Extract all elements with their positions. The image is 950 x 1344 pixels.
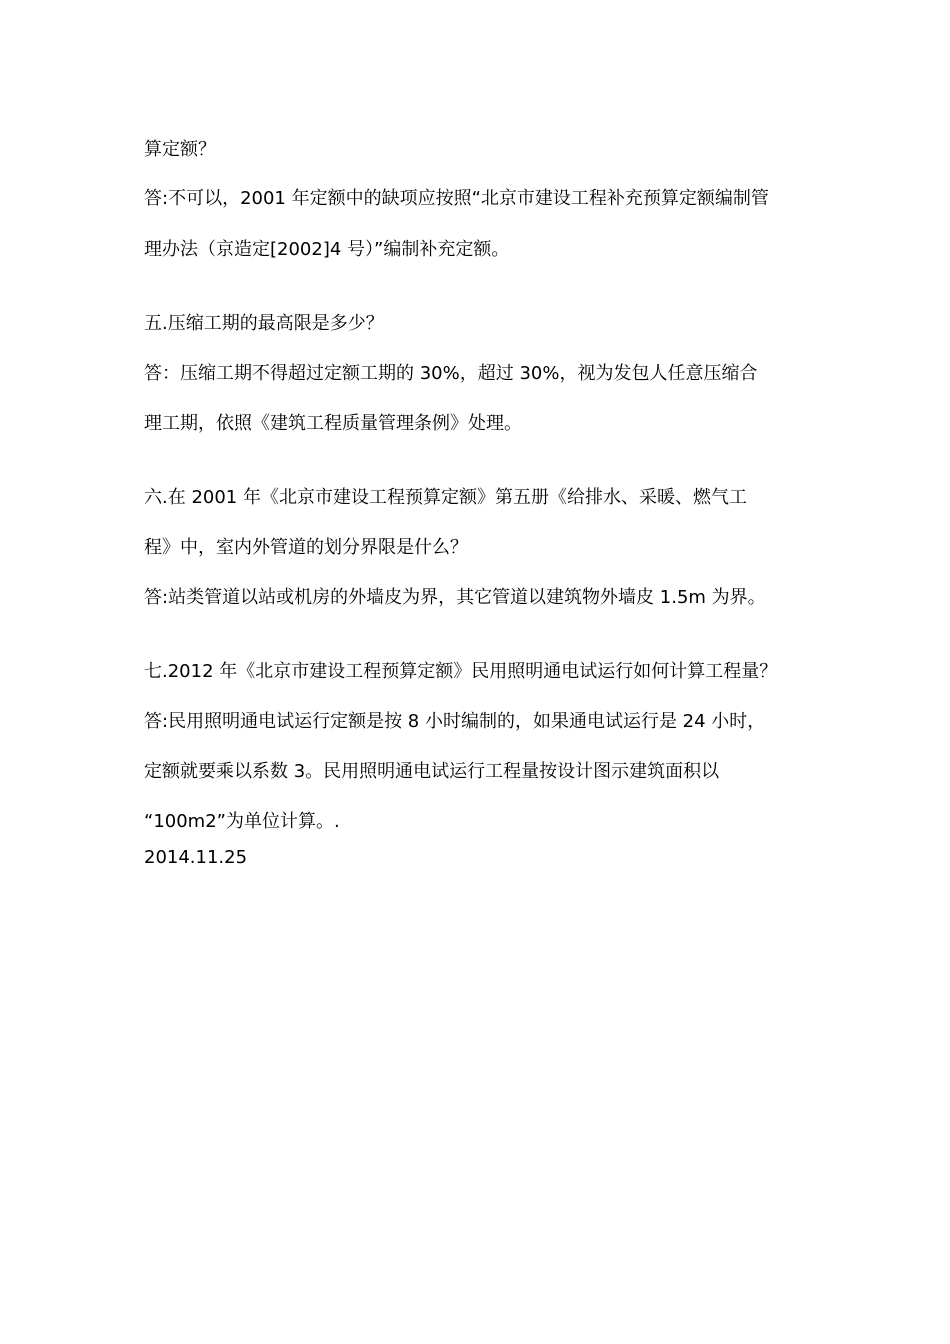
answer-5-line-2: 理工期，依照《建筑工程质量管理条例》处理。 bbox=[144, 413, 522, 434]
question-5: 五.压缩工期的最高限是多少？ bbox=[144, 313, 384, 334]
question-6-line-2: 程》中，室内外管道的划分界限是什么？ bbox=[144, 537, 468, 558]
answer-7-line-2: 定额就要乘以系数 3。民用照明通电试运行工程量按设计图示建筑面积以 bbox=[144, 761, 720, 782]
answer-7-line-1: 答:民用照明通电试运行定额是按 8 小时编制的，如果通电试运行是 24 小时， bbox=[144, 711, 766, 732]
text-line-continuation: 算定额？ bbox=[144, 139, 216, 160]
answer-7-line-3: “100m2”为单位计算。. bbox=[144, 811, 340, 832]
answer-4-line-1: 答:不可以，2001 年定额中的缺项应按照“北京市建设工程补充预算定额编制管 bbox=[144, 188, 769, 209]
document-date: 2014.11.25 bbox=[144, 847, 248, 868]
question-7: 七.2012 年《北京市建设工程预算定额》民用照明通电试运行如何计算工程量？ bbox=[144, 661, 778, 682]
answer-5-line-1: 答：压缩工期不得超过定额工期的 30%，超过 30%，视为发包人任意压缩合 bbox=[144, 363, 758, 384]
answer-4-line-2: 理办法（京造定[2002]4 号）”编制补充定额。 bbox=[144, 239, 510, 260]
answer-6: 答:站类管道以站或机房的外墙皮为界，其它管道以建筑物外墙皮 1.5m 为界。 bbox=[144, 587, 766, 608]
question-6-line-1: 六.在 2001 年《北京市建设工程预算定额》第五册《给排水、采暖、燃气工 bbox=[144, 487, 747, 508]
